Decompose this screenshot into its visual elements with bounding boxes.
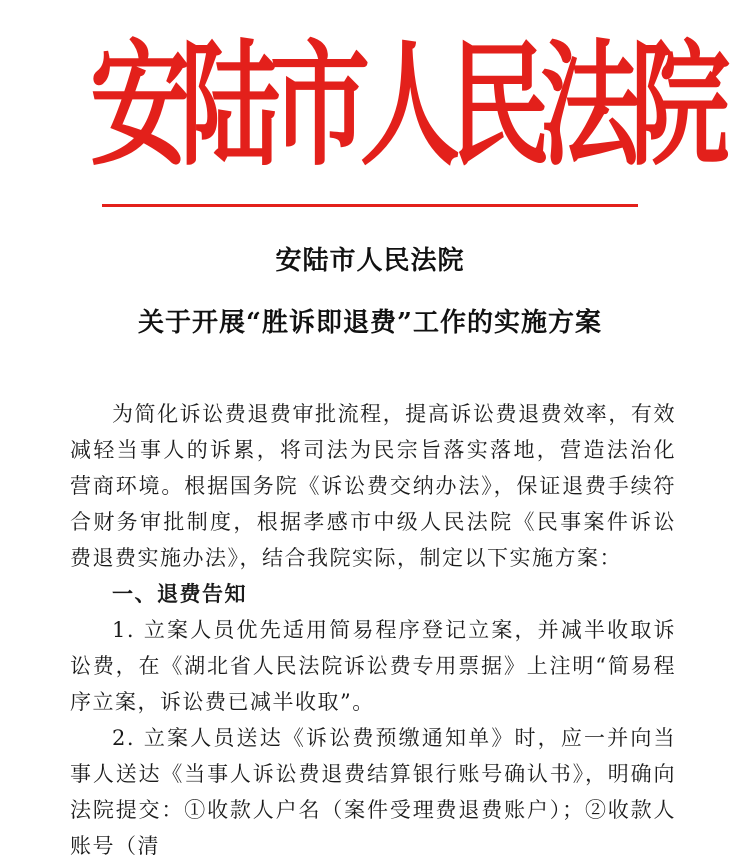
masthead-red-rule <box>102 204 638 207</box>
masthead-char: 安 <box>90 25 190 185</box>
masthead-char: 民 <box>450 25 550 185</box>
masthead-char: 人 <box>360 25 460 185</box>
masthead-char: 陆 <box>180 25 280 185</box>
document-title-subject: 关于开展“胜诉即退费”工作的实施方案 <box>138 308 602 338</box>
masthead-char: 市 <box>270 25 370 185</box>
masthead-char: 院 <box>630 25 730 185</box>
list-item: 2. 立案人员送达《诉讼费预缴通知单》时，应一并向当事人送达《当事人诉讼费退费结算银行账号确认书》，明确向法院提交：①收款人户名（案件受理费退费账户）；②收款人账号（清 <box>70 726 676 858</box>
document-body <box>70 396 676 864</box>
document-title-issuer: 安陆市人民法院 <box>275 246 465 276</box>
court-masthead <box>90 25 730 185</box>
intro-paragraph: 为简化诉讼费退费审批流程，提高诉讼费退费效率，有效减轻当事人的诉累，将司法为民宗旨落实落地，营造法治化营商环境。根据国务院《诉讼费交纳办法》，保证退费手续符合财务审批制度，根据孝感市中级人民法院《民事案件诉讼费退费实施办法》，结合我院实际，制定以下实施方案： <box>70 402 676 570</box>
section-heading: 一、退费告知 <box>112 581 247 606</box>
list-item: 1. 立案人员优先适用简易程序登记立案，并减半收取诉讼费，在《湖北省人民法院诉讼费专用票据》上注明“简易程序立案，诉讼费已减半收取”。 <box>70 618 676 714</box>
masthead-char: 法 <box>540 25 640 185</box>
